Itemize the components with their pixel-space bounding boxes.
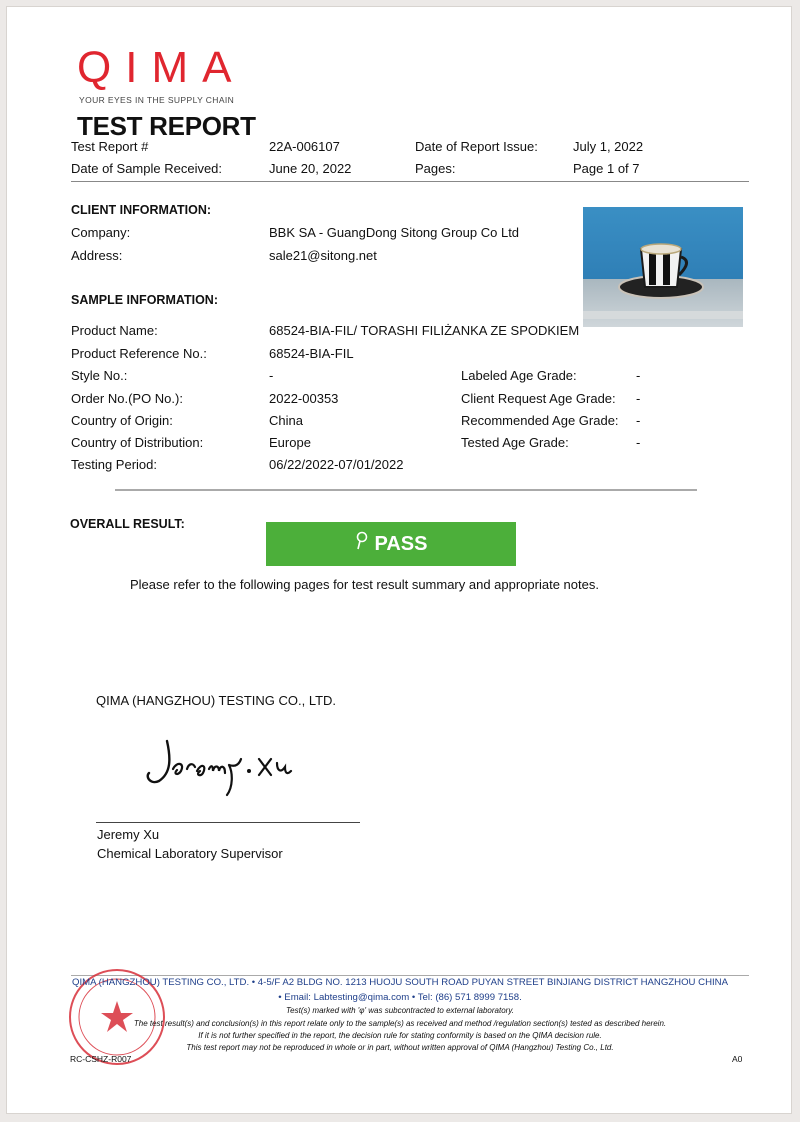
footer-divider — [71, 975, 749, 976]
recommended-age-label: Recommended Age Grade: — [461, 413, 619, 428]
order-value: 2022-00353 — [269, 391, 339, 406]
address-label: Address: — [71, 248, 123, 263]
report-page — [6, 6, 792, 1114]
result-note: Please refer to the following pages for test result summary and appropriate notes. — [130, 577, 599, 592]
key-icon — [355, 531, 369, 557]
report-no-value: 22A-006107 — [269, 139, 340, 154]
received-date-label: Date of Sample Received: — [71, 161, 223, 176]
client-age-value: - — [636, 391, 641, 406]
tested-age-label: Tested Age Grade: — [461, 435, 569, 450]
labeled-age-value: - — [636, 368, 641, 383]
footer-note-decision-rule: If it is not further specified in the report, the decision rule for stating conformity is based on the QIMA decision rule. — [198, 1031, 602, 1040]
page-title: TEST REPORT — [77, 111, 256, 141]
labeled-age-label: Labeled Age Grade: — [461, 368, 577, 383]
logo-tagline: YOUR EYES IN THE SUPPLY CHAIN — [79, 95, 235, 105]
sample-heading: SAMPLE INFORMATION: — [71, 293, 218, 307]
footer-address: QIMA (HANGZHOU) TESTING CO., LTD. • 4-5/F A2 BLDG NO. 1213 HUOJU SOUTH ROAD PUYAN STREET BINJIANG DISTRICT HANGZHOU CHINA — [71, 977, 728, 988]
issue-date-label: Date of Report Issue: — [415, 139, 538, 154]
origin-label: Country of Origin: — [71, 413, 173, 428]
address-value: sale21@sitong.net — [269, 248, 377, 263]
signature-line — [96, 822, 360, 823]
product-name-value: 68524-BIA-FIL/ TORASHI FILIŻANKA ZE SPODKIEM — [269, 323, 580, 338]
sample-divider — [115, 489, 697, 491]
period-label: Testing Period: — [71, 457, 157, 472]
received-date-value: June 20, 2022 — [269, 161, 352, 176]
company-label: Company: — [71, 225, 131, 240]
client-heading: CLIENT INFORMATION: — [71, 203, 212, 217]
company-value: BBK SA - GuangDong Sitong Group Co Ltd — [269, 225, 520, 240]
order-label: Order No.(PO No.): — [71, 391, 183, 406]
pages-value: Page 1 of 7 — [573, 161, 640, 176]
qima-logo: QIMA — [77, 43, 246, 92]
sample-photo — [583, 207, 743, 327]
pass-text: PASS — [374, 532, 428, 555]
form-code: RC-CSHZ-R007 — [70, 1054, 132, 1064]
footer-note-scope: The test result(s) and conclusion(s) in this report relate only to the sample(s) as received and method /regulation section(s) tested as described herein. — [133, 1019, 667, 1028]
product-ref-label: Product Reference No.: — [71, 346, 207, 361]
revision-code: A0 — [732, 1054, 743, 1064]
overall-result-label: OVERALL RESULT: — [70, 517, 185, 531]
signature-image — [137, 729, 317, 804]
style-label: Style No.: — [71, 368, 128, 383]
origin-value: China — [269, 413, 303, 428]
cup-saucer-icon — [583, 207, 743, 327]
distribution-label: Country of Distribution: — [71, 435, 204, 450]
footer-contact: • Email: Labtesting@qima.com • Tel: (86) 571 8999 7158. — [278, 992, 522, 1003]
footer-note-subcontract: Test(s) marked with 'φ' was subcontracted to external laboratory. — [286, 1006, 514, 1015]
distribution-value: Europe — [269, 435, 311, 450]
issue-date-value: July 1, 2022 — [573, 139, 644, 154]
signer-role: Chemical Laboratory Supervisor — [97, 846, 283, 861]
period-value: 06/22/2022-07/01/2022 — [269, 457, 404, 472]
lab-company-name: QIMA (HANGZHOU) TESTING CO., LTD. — [96, 693, 337, 708]
report-no-label: Test Report # — [71, 139, 149, 154]
signer-name: Jeremy Xu — [97, 827, 160, 842]
footer-note-reproduction: This test report may not be reproduced in whole or in part, without written approval of QIMA (Hangzhou) Testing Co., Ltd. — [186, 1043, 614, 1052]
pass-badge — [266, 522, 516, 566]
product-name-label: Product Name: — [71, 323, 158, 338]
header-divider — [71, 181, 749, 182]
style-value: - — [269, 368, 274, 383]
pages-label: Pages: — [415, 161, 456, 176]
product-ref-value: 68524-BIA-FIL — [269, 346, 354, 361]
tested-age-value: - — [636, 435, 641, 450]
client-age-label: Client Request Age Grade: — [461, 391, 616, 406]
recommended-age-value: - — [636, 413, 641, 428]
